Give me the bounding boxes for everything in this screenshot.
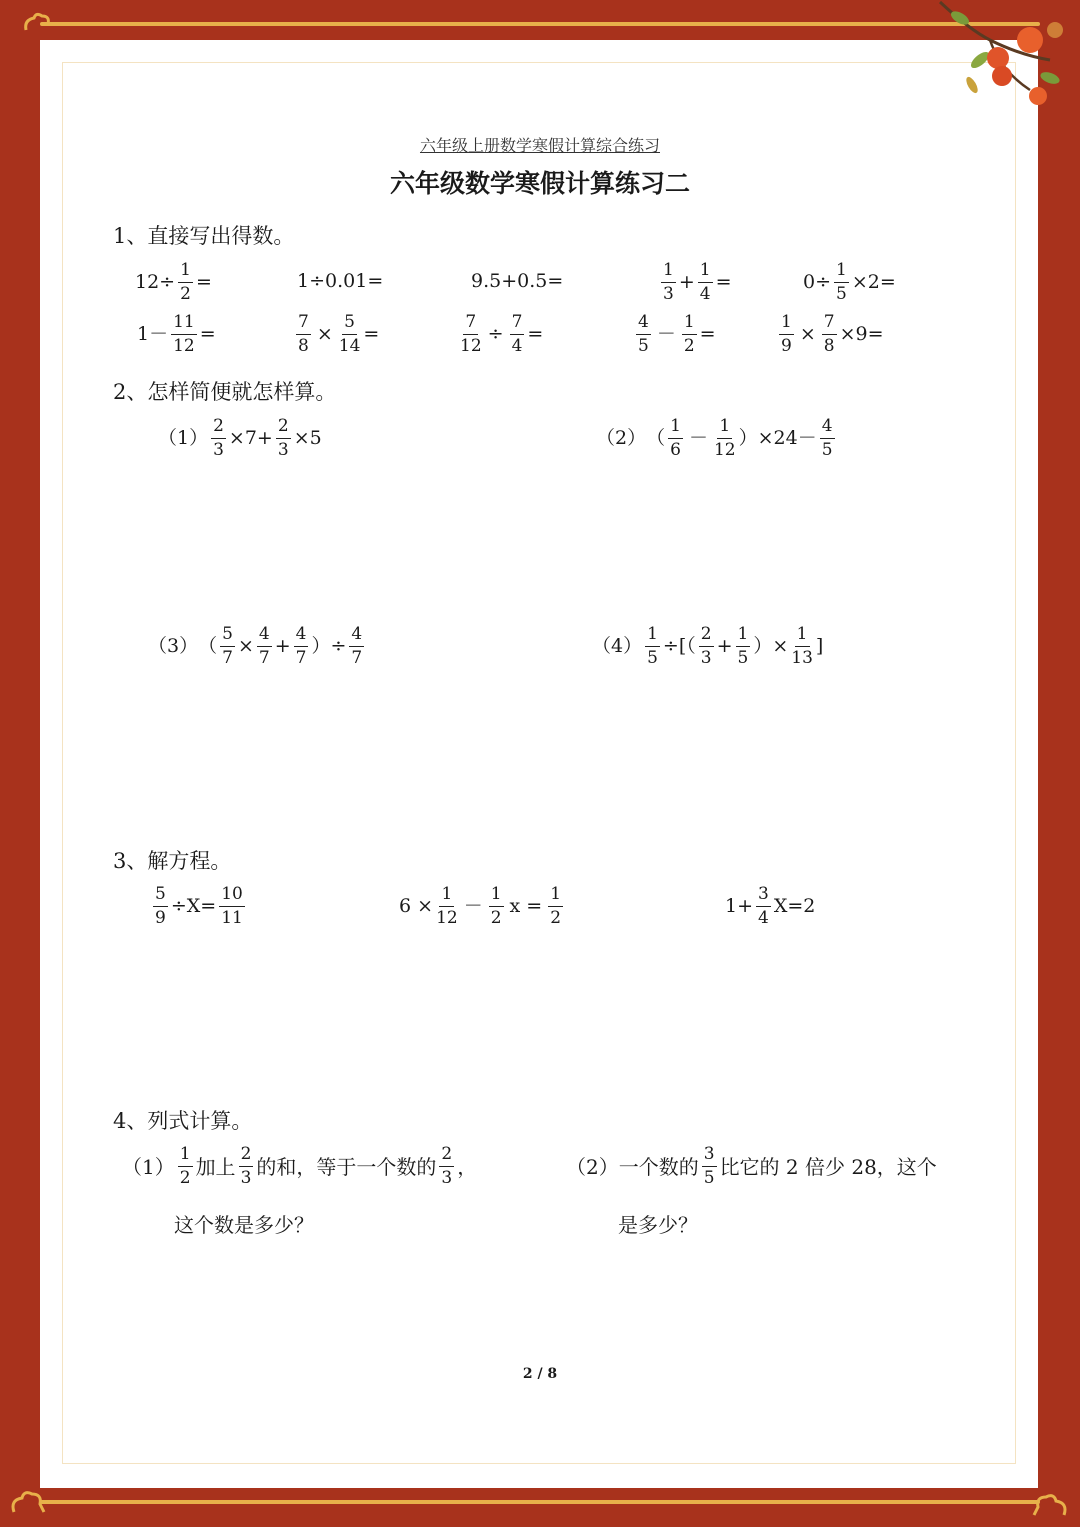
oral-calc-9 xyxy=(633,314,716,355)
fraction: $\frac{7}{8}$ xyxy=(823,312,835,356)
operator: － xyxy=(688,427,708,449)
worksheet-page xyxy=(40,40,1038,1488)
cloud-ornament-icon xyxy=(22,10,52,36)
fraction: $\frac{1}{2}$ xyxy=(683,312,695,356)
fraction: $\frac{1}{12}$ xyxy=(436,884,458,928)
fraction: $\frac{5}{14}$ xyxy=(338,312,361,356)
oral-calc-4 xyxy=(658,262,732,303)
expr-text: 1+ xyxy=(725,895,754,917)
fraction: $\frac{1}{12}$ xyxy=(713,416,736,460)
operator: × xyxy=(799,323,816,345)
problem-text: 的和，等于一个数的 xyxy=(256,1154,437,1179)
fraction: $\frac{7}{12}$ xyxy=(460,312,482,356)
problem-label: （2） xyxy=(566,1154,619,1179)
top-gold-line xyxy=(40,22,1040,26)
expr-text: ×2= xyxy=(851,271,896,293)
expr-text: ×9= xyxy=(839,323,884,345)
fraction: $\frac{1}{13}$ xyxy=(791,624,813,668)
persimmon-branch-icon xyxy=(930,0,1080,112)
fraction: $\frac{10}{11}$ xyxy=(221,884,243,928)
fraction: $\frac{5}{7}$ xyxy=(222,624,233,668)
expr-text: ×7+ xyxy=(228,427,273,449)
word-problem-2-line2: 是多少？ xyxy=(618,1213,698,1237)
fraction: $\frac{4}{7}$ xyxy=(295,624,307,668)
expr-text: = xyxy=(527,323,544,345)
fraction: $\frac{1}{2}$ xyxy=(179,1144,191,1188)
word-problem-1-line2: 这个数是多少？ xyxy=(174,1213,314,1237)
cloud-ornament-icon xyxy=(1030,1485,1070,1521)
simplify-problem-1 xyxy=(158,418,322,459)
expr-text: 9.5+0.5= xyxy=(471,270,564,292)
expr-text: ×5 xyxy=(293,427,322,449)
problem-label: （3） xyxy=(148,635,199,657)
word-problem-1 xyxy=(122,1146,477,1187)
page-title: 六年级数学寒假计算练习二 xyxy=(389,169,690,198)
fraction: $\frac{4}{7}$ xyxy=(351,624,363,668)
expr-text: （ xyxy=(198,635,218,657)
section-1-heading: 1、直接写出得数。 xyxy=(113,224,295,248)
expr-text: ）÷ xyxy=(311,635,347,657)
oral-calc-2 xyxy=(297,272,383,291)
fraction: $\frac{1}{2}$ xyxy=(490,884,502,928)
fraction: $\frac{3}{5}$ xyxy=(703,1144,715,1188)
page-subtitle: 六年级上册数学寒假计算综合练习 xyxy=(419,136,660,155)
expr-text: 6 × xyxy=(399,895,434,917)
operator: + xyxy=(716,635,733,657)
expr-text: ÷X= xyxy=(170,895,217,917)
oral-calc-6 xyxy=(137,314,216,355)
fraction: $\frac{11}{12}$ xyxy=(173,312,195,356)
fraction: $\frac{7}{4}$ xyxy=(511,312,523,356)
oral-calc-3 xyxy=(471,272,563,291)
expr-text: = xyxy=(363,323,380,345)
expr-text: = xyxy=(699,323,716,345)
fraction: $\frac{5}{9}$ xyxy=(155,884,166,928)
expr-text: ] xyxy=(815,635,824,657)
oral-calc-8 xyxy=(457,314,543,355)
equation-2 xyxy=(399,886,566,927)
word-problem-2 xyxy=(566,1146,937,1187)
expr-text: ）× xyxy=(753,635,789,657)
fraction: $\frac{1}{5}$ xyxy=(647,624,658,668)
expr-text: （ xyxy=(646,427,666,449)
expr-text: ）×24－ xyxy=(738,427,817,449)
operator: － xyxy=(463,895,483,917)
oral-calc-7 xyxy=(293,314,379,355)
operator: － xyxy=(656,323,676,345)
problem-label: （1） xyxy=(158,427,209,449)
expr-text: 12÷ xyxy=(135,271,176,293)
problem-text: 比它的 2 倍少 28，这个 xyxy=(719,1154,937,1179)
fraction: $\frac{2}{3}$ xyxy=(277,416,289,460)
expr-text: ÷[（ xyxy=(662,635,696,657)
operator: × xyxy=(316,323,333,345)
simplify-problem-4 xyxy=(592,626,823,667)
problem-label: （1） xyxy=(122,1154,175,1179)
fraction: $\frac{1}{2}$ xyxy=(550,884,562,928)
fraction: $\frac{4}{5}$ xyxy=(638,312,649,356)
page-number: 2 / 8 xyxy=(522,1366,558,1382)
fraction: $\frac{4}{7}$ xyxy=(258,624,270,668)
problem-text: 一个数的 xyxy=(618,1154,699,1179)
expr-text: = xyxy=(195,271,212,293)
fraction: $\frac{1}{6}$ xyxy=(670,416,681,460)
expr-text: = xyxy=(715,271,732,293)
fraction: $\frac{3}{4}$ xyxy=(758,884,769,928)
fraction: $\frac{1}{5}$ xyxy=(836,260,847,304)
section-2-heading: 2、怎样简便就怎样算。 xyxy=(113,380,337,404)
section-4-heading: 4、列式计算。 xyxy=(113,1109,253,1133)
operator: + xyxy=(274,635,291,657)
operator: + xyxy=(678,271,695,293)
fraction: $\frac{4}{5}$ xyxy=(821,416,833,460)
simplify-problem-3 xyxy=(148,626,367,667)
problem-text: ， xyxy=(457,1154,478,1179)
problem-label: （2） xyxy=(596,427,647,449)
oral-calc-10 xyxy=(776,314,884,355)
fraction: $\frac{7}{8}$ xyxy=(298,312,309,356)
expr-text: x = xyxy=(509,895,543,917)
expr-text: 1÷0.01= xyxy=(297,270,384,292)
section-3-heading: 3、解方程。 xyxy=(113,849,232,873)
fraction: $\frac{1}{4}$ xyxy=(699,260,711,304)
fraction: $\frac{2}{3}$ xyxy=(240,1144,252,1188)
oral-calc-5 xyxy=(803,262,896,303)
fraction: $\frac{2}{3}$ xyxy=(700,624,712,668)
fraction: $\frac{2}{3}$ xyxy=(441,1144,453,1188)
operator: × xyxy=(237,635,254,657)
expr-text: 0÷ xyxy=(803,271,832,293)
fraction: $\frac{1}{9}$ xyxy=(781,312,792,356)
bottom-gold-line xyxy=(40,1500,1040,1504)
fraction: $\frac{1}{5}$ xyxy=(737,624,749,668)
expr-text: = xyxy=(199,323,216,345)
problem-text: 加上 xyxy=(195,1154,236,1179)
fraction: $\frac{2}{3}$ xyxy=(213,416,224,460)
equation-3 xyxy=(725,886,815,927)
operator: ÷ xyxy=(487,323,504,345)
problem-label: （4） xyxy=(592,635,643,657)
expr-text: 1－ xyxy=(137,323,169,345)
oral-calc-1 xyxy=(135,262,212,303)
fraction: $\frac{1}{3}$ xyxy=(663,260,674,304)
expr-text: X=2 xyxy=(773,895,816,917)
equation-1 xyxy=(150,886,248,927)
fraction: $\frac{1}{2}$ xyxy=(180,260,191,304)
simplify-problem-2 xyxy=(596,418,838,459)
